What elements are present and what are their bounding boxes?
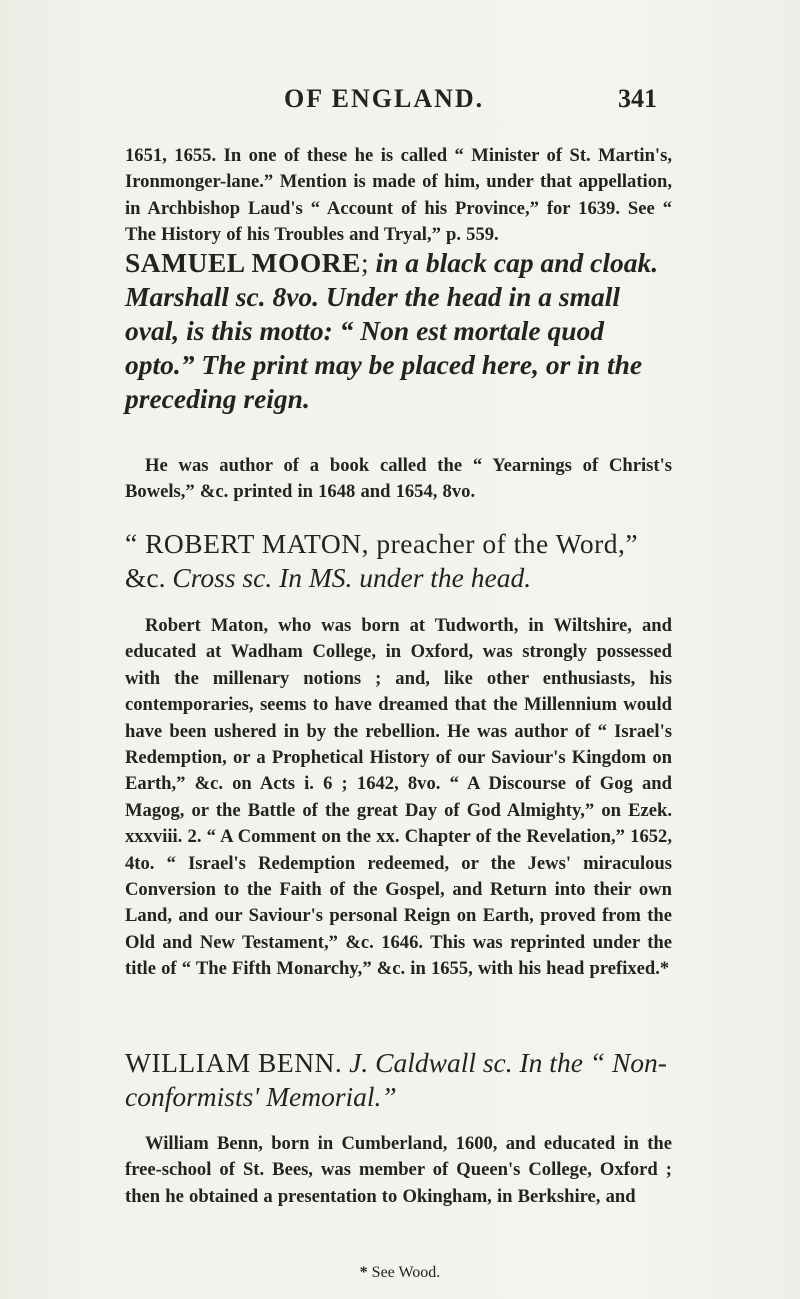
entry-name: SAMUEL MOORE [125, 247, 361, 278]
entry-robert-maton [125, 527, 680, 595]
entry-name: “ ROBERT MATON, preacher of the Word,” [125, 528, 639, 559]
entry-description: in a black cap and cloak. Marshall sc. 8vo. Under the head in a small oval, is this motto: “ Non est mortale quod opto.” The print may be placed here, or in the preceding reign. [125, 247, 659, 414]
paragraph-moore: He was author of a book called the “ Yearnings of Christ's Bowels,” &c. printed in 1648 and 1654, 8vo. [125, 455, 672, 503]
entry-description: J. Caldwall sc. In the “ Non-conformists' Memorial.” [125, 1047, 667, 1112]
paragraph-benn: William Benn, born in Cumberland, 1600, and educated in the free-school of St. Bees, was member of Queen's College, Oxford ; then he obtained a presentation to Okingham, in Berkshire, and [125, 1133, 672, 1207]
footnote-mark: * [359, 1264, 368, 1281]
entry-etc: &c. [125, 562, 173, 593]
paragraph-maton: Robert Maton, who was born at Tudworth, in Wiltshire, and educated at Wadham College, in Oxford, was strongly possessed with the millenary notions ; and, like other enthusiasts, his contemporaries, seems to have dreamed that the Millennium would have been ushered in by the rebellion. He was author of “ Israel's Redemption, or a Prophetical History of our Saviour's Kingdom on Earth,” &c. on Acts i. 6 ; 1642, 8vo. “ A Discourse of Gog and Magog, or the Battle of the great Day of God Almighty,” on Ezek. xxxviii. 2. “ A Comment on the xx. Chapter of the Revelation,” 1652, 4to. “ Israel's Redemption redeemed, or the Jews' miraculous Conversion to the Faith of the Gospel, and Return into their own Land, and our Saviour's personal Reign on Earth, proved from the Old and New Testament,” &c. 1646. This was reprinted under the title of “ The Fifth Monarchy,” &c. in 1655, with his head prefixed.* [125, 615, 672, 980]
footnote-text: See Wood. [367, 1264, 441, 1281]
paragraph-continuation: 1651, 1655. In one of these he is called “ Minister of St. Martin's, Ironmonger-lane.” Mention is made of him, under that appellation, in Archbishop Laud's “ Account of his Province,” for 1639. See “ The History of his Troubles and Tryal,” p. 559. [125, 145, 672, 246]
entry-samuel-moore [125, 246, 680, 416]
page-number: 341 [618, 84, 657, 113]
entry-william-benn [125, 1046, 680, 1114]
running-head: OF ENGLAND. [284, 84, 485, 113]
entry-description: Cross sc. In MS. under the head. [172, 562, 532, 593]
page-header [0, 84, 800, 120]
entry-separator: ; [360, 247, 376, 278]
entry-name: WILLIAM BENN. [125, 1047, 343, 1078]
footnote [0, 1264, 800, 1282]
